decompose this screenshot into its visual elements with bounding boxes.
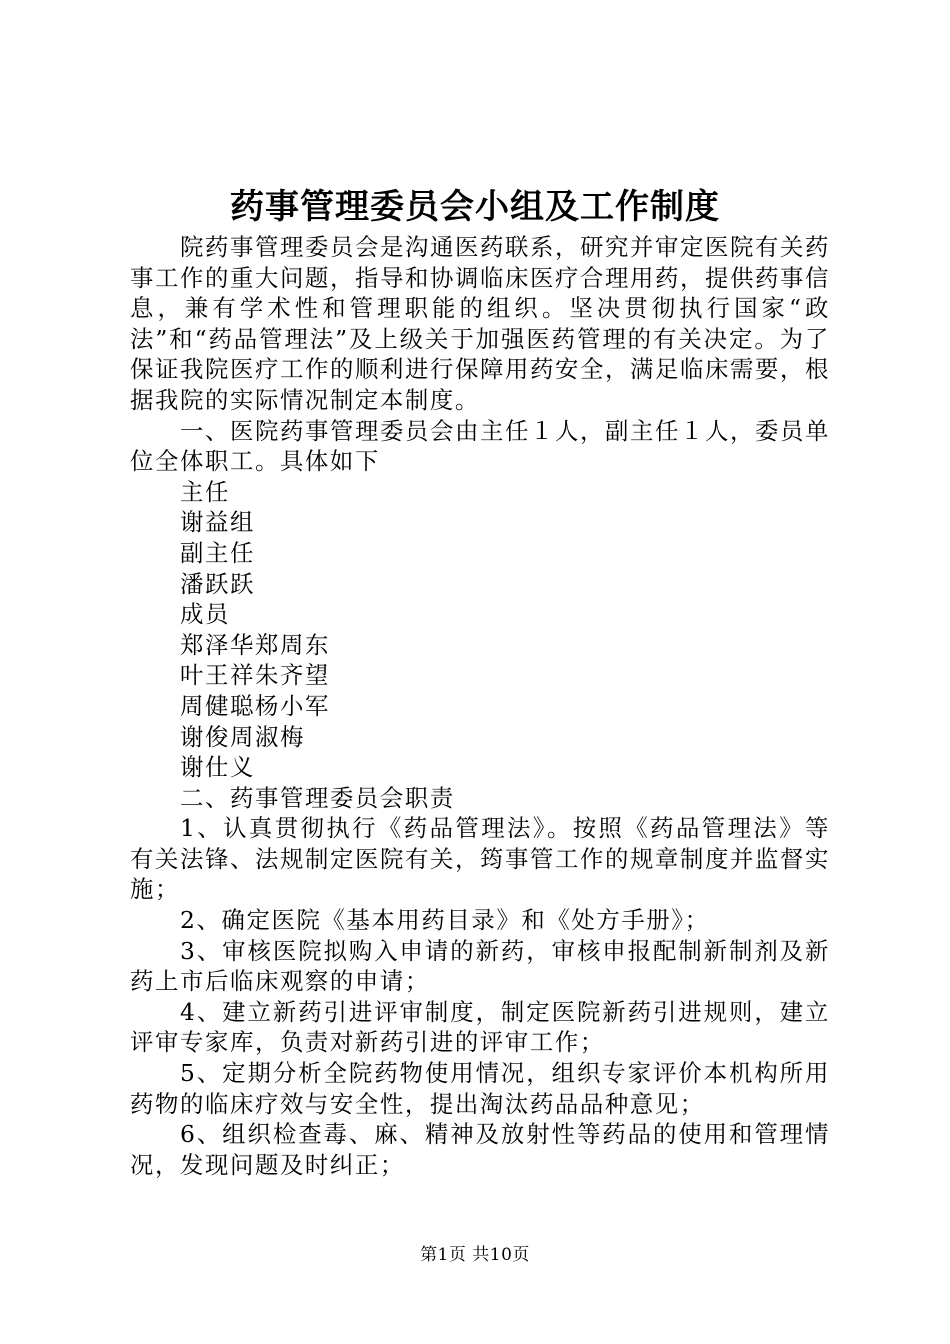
document-body — [130, 232, 830, 1180]
member-line: 周健聪杨小军 — [180, 691, 330, 720]
duty-item: 5、定期分析全院药物使用情况，组织专家评价本机构所用药物的临床疗效与安全性，提出淘汰药品品种意见； — [130, 1059, 830, 1118]
member-line: 谢俊周淑梅 — [180, 722, 305, 751]
duty-item: 1、认真贯彻执行《药品管理法》。按照《药品管理法》等有关法锋、法规制定医院有关，筠事管工作的规章制度并监督实施； — [130, 814, 830, 904]
section-1-paragraph: 一、医院药事管理委员会由主任１人，副主任１人，委员单位全体职工。具体如下 — [130, 416, 830, 476]
member-line: 主任 — [180, 477, 230, 506]
duty-item: 3、审核医院拟购入申请的新药，审核申报配制新制剂及新药上市后临床观察的申请； — [130, 936, 830, 996]
member-line: 副主任 — [180, 538, 255, 567]
member-line: 潘跃跃 — [180, 569, 255, 598]
member-line: 郑泽华郑周东 — [180, 630, 330, 659]
page-footer: 第1页 共10页 — [420, 1245, 530, 1265]
duty-item: 4、建立新药引进评审制度，制定医院新药引进规则，建立评审专家库，负责对新药引进的评审工作； — [130, 997, 830, 1057]
document-title: 药事管理委员会小组及工作制度 — [230, 187, 720, 227]
duty-item: 2、确定医院《基本用药目录》和《处方手册》； — [180, 906, 710, 935]
member-line: 成员 — [180, 600, 230, 629]
member-line: 谢仕义 — [180, 753, 255, 782]
duty-item: 6、组织检查毒、麻、精神及放射性等药品的使用和管理情况，发现问题及时纠正； — [130, 1120, 830, 1179]
member-line: 叶王祥朱齐望 — [180, 661, 330, 690]
section-2-heading: 二、药事管理委员会职责 — [180, 783, 455, 812]
member-line: 谢益组 — [180, 508, 255, 537]
intro-paragraph: 院药事管理委员会是沟通医药联系，研究并审定医院有关药事工作的重大问题，指导和协调临床医疗合理用药，提供药事信息，兼有学术性和管理职能的组织。坚决贯彻执行国家“政法”和“药品管理法”及上级关于加强医药管理的有关决定。为了保证我院医疗工作的顺利进行保障用药安全，满足临床需要，根据我院的实际情况制定本制度。 — [130, 233, 830, 414]
